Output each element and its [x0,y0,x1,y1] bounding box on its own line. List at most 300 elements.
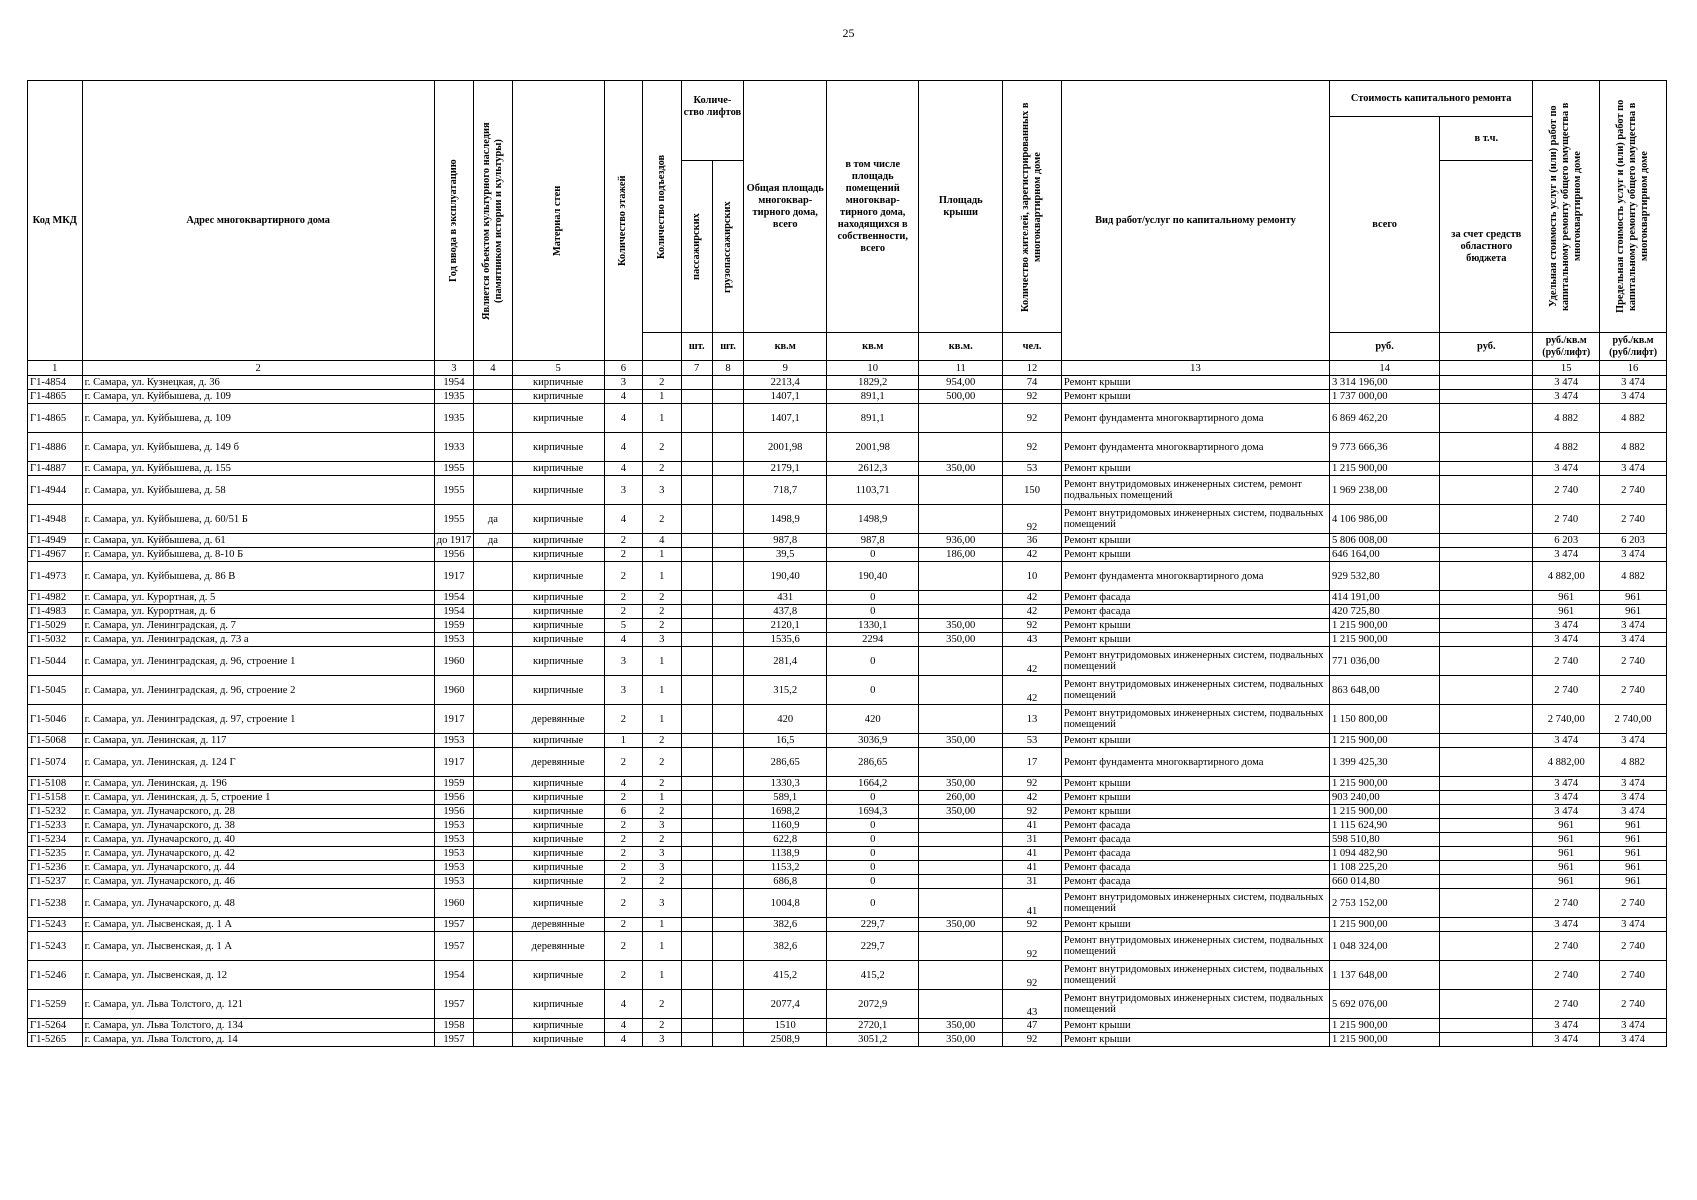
row-work-type: Ремонт внутридомовых инженерных систем, подвальных помещений [1061,647,1329,676]
row-address: г. Самара, ул. Куйбышева, д. 155 [82,462,434,476]
row-year: 1917 [434,705,473,734]
row-unit-cost: 3 474 [1533,1033,1600,1047]
row-total-area: 718,7 [744,476,827,505]
row-owned-area: 1498,9 [827,505,919,534]
row-heritage [474,819,512,833]
row-code: Г1-5264 [28,1019,83,1033]
row-max-cost: 3 474 [1600,1019,1667,1033]
row-residents: 42 [1003,647,1062,676]
capital-repair-table [27,80,1667,1047]
table-row [28,676,1667,705]
row-lifts-cargo [712,376,743,390]
row-regional-budget [1440,777,1533,791]
row-owned-area: 891,1 [827,404,919,433]
row-year: 1953 [434,734,473,748]
row-year: 1960 [434,889,473,918]
row-year: 1959 [434,619,473,633]
row-lifts-pass [681,534,712,548]
row-address: г. Самара, ул. Курортная, д. 5 [82,591,434,605]
row-entrances: 3 [643,861,681,875]
table-row [28,1033,1667,1047]
column-number: 3 [434,361,473,376]
row-heritage [474,875,512,889]
row-roof-area: 350,00 [919,734,1003,748]
row-roof-area [919,861,1003,875]
row-heritage [474,748,512,777]
row-unit-cost: 2 740 [1533,647,1600,676]
table-row [28,591,1667,605]
row-address: г. Самара, ул. Луначарского, д. 44 [82,861,434,875]
table-row [28,805,1667,819]
row-wall-material: кирпичные [512,633,604,647]
row-code: Г1-5234 [28,833,83,847]
row-max-cost: 2 740 [1600,932,1667,961]
row-max-cost: 3 474 [1600,777,1667,791]
row-heritage [474,1033,512,1047]
row-year: 1953 [434,847,473,861]
row-work-type: Ремонт внутридомовых инженерных систем, подвальных помещений [1061,676,1329,705]
row-address: г. Самара, ул. Куйбышева, д. 109 [82,404,434,433]
row-lifts-cargo [712,619,743,633]
row-entrances: 2 [643,433,681,462]
row-work-type: Ремонт внутридомовых инженерных систем, подвальных помещений [1061,990,1329,1019]
row-regional-budget [1440,833,1533,847]
row-heritage [474,990,512,1019]
row-floors: 5 [604,619,642,633]
row-unit-cost: 4 882 [1533,433,1600,462]
row-floors: 4 [604,990,642,1019]
row-wall-material: кирпичные [512,433,604,462]
row-regional-budget [1440,961,1533,990]
row-regional-budget [1440,705,1533,734]
row-work-type: Ремонт крыши [1061,918,1329,932]
header-unit-cost: Удельная стоимость услуг и (или) работ по капитальному ремонту общего имущества в многоквартирном доме [1548,102,1584,311]
row-total-area: 2179,1 [744,462,827,476]
row-roof-area: 500,00 [919,390,1003,404]
row-residents: 42 [1003,548,1062,562]
row-lifts-pass [681,833,712,847]
row-floors: 2 [604,861,642,875]
row-unit-cost: 2 740 [1533,990,1600,1019]
row-year: 1954 [434,961,473,990]
row-cost-total: 4 106 986,00 [1329,505,1439,534]
row-total-area: 1535,6 [744,633,827,647]
table-row [28,633,1667,647]
row-regional-budget [1440,548,1533,562]
row-code: Г1-5259 [28,990,83,1019]
row-regional-budget [1440,390,1533,404]
row-regional-budget [1440,875,1533,889]
row-max-cost: 2 740 [1600,647,1667,676]
row-entrances: 1 [643,548,681,562]
row-regional-budget [1440,462,1533,476]
unit-lifts-pass: шт. [681,333,712,361]
row-total-area: 1160,9 [744,819,827,833]
row-entrances: 2 [643,1019,681,1033]
row-heritage [474,476,512,505]
row-code: Г1-5235 [28,847,83,861]
row-heritage [474,777,512,791]
header-cost-total: всего [1329,117,1439,333]
row-roof-area: 350,00 [919,633,1003,647]
row-owned-area: 1694,3 [827,805,919,819]
header-entrances: Количество подъездов [655,154,667,259]
row-unit-cost: 2 740 [1533,476,1600,505]
row-year: 1960 [434,676,473,705]
row-residents: 42 [1003,676,1062,705]
row-roof-area: 350,00 [919,777,1003,791]
column-number [643,361,681,376]
row-owned-area: 0 [827,819,919,833]
row-code: Г1-4854 [28,376,83,390]
row-total-area: 420 [744,705,827,734]
row-lifts-pass [681,932,712,961]
header-cost: Стоимость капитального ремонта [1329,81,1532,117]
row-cost-total: 1 137 648,00 [1329,961,1439,990]
row-owned-area: 2001,98 [827,433,919,462]
row-unit-cost: 2 740 [1533,505,1600,534]
row-lifts-pass [681,1033,712,1047]
row-wall-material: кирпичные [512,676,604,705]
column-number: 12 [1003,361,1062,376]
row-lifts-pass [681,676,712,705]
row-residents: 92 [1003,619,1062,633]
row-max-cost: 2 740 [1600,990,1667,1019]
row-lifts-pass [681,633,712,647]
row-regional-budget [1440,748,1533,777]
row-work-type: Ремонт внутридомовых инженерных систем, подвальных помещений [1061,889,1329,918]
row-lifts-pass [681,791,712,805]
row-cost-total: 6 869 462,20 [1329,404,1439,433]
row-floors: 2 [604,961,642,990]
row-lifts-cargo [712,961,743,990]
row-code: Г1-4949 [28,534,83,548]
row-residents: 92 [1003,805,1062,819]
row-lifts-cargo [712,633,743,647]
row-residents: 92 [1003,1033,1062,1047]
row-lifts-cargo [712,791,743,805]
row-cost-total: 1 215 900,00 [1329,1019,1439,1033]
row-roof-area [919,875,1003,889]
row-max-cost: 2 740 [1600,476,1667,505]
row-floors: 4 [604,633,642,647]
row-residents: 47 [1003,1019,1062,1033]
row-total-area: 2077,4 [744,990,827,1019]
row-year: 1953 [434,819,473,833]
row-lifts-cargo [712,390,743,404]
row-wall-material: деревянные [512,748,604,777]
row-lifts-pass [681,861,712,875]
row-roof-area: 350,00 [919,918,1003,932]
row-max-cost: 6 203 [1600,534,1667,548]
row-unit-cost: 961 [1533,591,1600,605]
row-address: г. Самара, ул. Ленинская, д. 5, строение 1 [82,791,434,805]
row-lifts-cargo [712,534,743,548]
row-work-type: Ремонт крыши [1061,619,1329,633]
table-row [28,961,1667,990]
row-entrances: 1 [643,562,681,591]
row-roof-area [919,476,1003,505]
row-work-type: Ремонт крыши [1061,633,1329,647]
row-work-type: Ремонт фасада [1061,591,1329,605]
row-wall-material: кирпичные [512,990,604,1019]
row-year: 1935 [434,390,473,404]
row-cost-total: 660 014,80 [1329,875,1439,889]
row-cost-total: 1 399 425,30 [1329,748,1439,777]
row-heritage [474,847,512,861]
row-roof-area: 350,00 [919,1033,1003,1047]
row-heritage [474,647,512,676]
row-year: 1958 [434,1019,473,1033]
row-entrances: 3 [643,819,681,833]
row-roof-area [919,433,1003,462]
header-max-cost: Предельная стоимость услуг и (или) работ по капитальному ремонту общего имущества в многоквартирном доме [1615,99,1651,314]
row-floors: 4 [604,433,642,462]
row-unit-cost: 3 474 [1533,918,1600,932]
row-unit-cost: 961 [1533,861,1600,875]
header-address: Адрес многоквартирного дома [82,81,434,361]
row-total-area: 1698,2 [744,805,827,819]
row-wall-material: кирпичные [512,833,604,847]
row-entrances: 1 [643,961,681,990]
row-roof-area [919,705,1003,734]
header-heritage: Является объектом культурного наследия (памятником истории и культуры) [480,121,504,320]
row-cost-total: 5 692 076,00 [1329,990,1439,1019]
row-floors: 6 [604,805,642,819]
row-cost-total: 1 048 324,00 [1329,932,1439,961]
row-residents: 41 [1003,861,1062,875]
row-max-cost: 2 740 [1600,505,1667,534]
row-residents: 13 [1003,705,1062,734]
row-owned-area: 420 [827,705,919,734]
row-total-area: 2508,9 [744,1033,827,1047]
row-owned-area: 0 [827,647,919,676]
row-roof-area: 350,00 [919,619,1003,633]
row-code: Г1-4983 [28,605,83,619]
row-floors: 2 [604,534,642,548]
row-year: 1954 [434,376,473,390]
header-code: Код МКД [28,81,83,361]
row-unit-cost: 2 740 [1533,961,1600,990]
row-address: г. Самара, ул. Куйбышева, д. 109 [82,390,434,404]
row-lifts-cargo [712,861,743,875]
row-lifts-cargo [712,605,743,619]
row-year: 1917 [434,748,473,777]
row-address: г. Самара, ул. Ленинская, д. 124 Г [82,748,434,777]
column-number: 1 [28,361,83,376]
row-address: г. Самара, ул. Ленинградская, д. 96, строение 1 [82,647,434,676]
row-unit-cost: 3 474 [1533,376,1600,390]
row-heritage [474,734,512,748]
row-year: 1935 [434,404,473,433]
row-owned-area: 2294 [827,633,919,647]
row-lifts-pass [681,748,712,777]
row-lifts-cargo [712,833,743,847]
unit-max-cost: руб./кв.м (руб/лифт) [1600,333,1667,361]
row-unit-cost: 4 882,00 [1533,562,1600,591]
row-regional-budget [1440,647,1533,676]
row-work-type: Ремонт фасада [1061,819,1329,833]
row-work-type: Ремонт фасада [1061,833,1329,847]
header-residents: Количество жителей, зарегистрированных в многоквартирном доме [1020,101,1044,312]
row-wall-material: кирпичные [512,476,604,505]
row-wall-material: кирпичные [512,875,604,889]
table-row [28,619,1667,633]
row-lifts-cargo [712,1019,743,1033]
row-address: г. Самара, ул. Ленинградская, д. 73 а [82,633,434,647]
row-owned-area: 1664,2 [827,777,919,791]
row-entrances: 1 [643,705,681,734]
row-roof-area [919,847,1003,861]
table-row [28,918,1667,932]
row-work-type: Ремонт фасада [1061,847,1329,861]
row-work-type: Ремонт фундамента многоквартирного дома [1061,748,1329,777]
table-row [28,562,1667,591]
row-wall-material: кирпичные [512,1019,604,1033]
row-cost-total: 1 108 225,20 [1329,861,1439,875]
row-work-type: Ремонт фасада [1061,605,1329,619]
row-owned-area: 1829,2 [827,376,919,390]
row-wall-material: кирпичные [512,847,604,861]
table-row [28,889,1667,918]
row-lifts-cargo [712,591,743,605]
row-unit-cost: 961 [1533,875,1600,889]
table-row [28,548,1667,562]
column-number: 8 [712,361,743,376]
row-year: 1960 [434,647,473,676]
row-unit-cost: 3 474 [1533,777,1600,791]
row-total-area: 286,65 [744,748,827,777]
row-heritage [474,805,512,819]
table-row [28,748,1667,777]
row-total-area: 437,8 [744,605,827,619]
row-floors: 3 [604,647,642,676]
row-lifts-pass [681,505,712,534]
row-total-area: 1407,1 [744,390,827,404]
row-heritage [474,676,512,705]
row-max-cost: 2 740,00 [1600,705,1667,734]
row-wall-material: кирпичные [512,647,604,676]
row-regional-budget [1440,591,1533,605]
row-wall-material: кирпичные [512,548,604,562]
row-code: Г1-5068 [28,734,83,748]
row-entrances: 2 [643,619,681,633]
row-residents: 31 [1003,833,1062,847]
column-number: 2 [82,361,434,376]
row-address: г. Самара, ул. Льва Толстого, д. 121 [82,990,434,1019]
row-lifts-pass [681,777,712,791]
row-wall-material: кирпичные [512,562,604,591]
row-total-area: 1498,9 [744,505,827,534]
row-address: г. Самара, ул. Куйбышева, д. 149 б [82,433,434,462]
row-address: г. Самара, ул. Луначарского, д. 38 [82,819,434,833]
row-floors: 4 [604,1033,642,1047]
row-max-cost: 3 474 [1600,1033,1667,1047]
row-year: 1959 [434,777,473,791]
row-wall-material: кирпичные [512,1033,604,1047]
row-unit-cost: 3 474 [1533,734,1600,748]
row-wall-material: кирпичные [512,404,604,433]
row-unit-cost: 3 474 [1533,390,1600,404]
row-lifts-cargo [712,647,743,676]
row-entrances: 1 [643,404,681,433]
row-owned-area: 0 [827,833,919,847]
row-roof-area [919,833,1003,847]
row-work-type: Ремонт фундамента многоквартирного дома [1061,562,1329,591]
row-code: Г1-5233 [28,819,83,833]
row-cost-total: 1 215 900,00 [1329,633,1439,647]
row-cost-total: 1 150 800,00 [1329,705,1439,734]
row-floors: 2 [604,591,642,605]
row-lifts-cargo [712,777,743,791]
row-heritage [474,433,512,462]
row-lifts-pass [681,734,712,748]
row-cost-total: 3 314 196,00 [1329,376,1439,390]
row-year: до 1917 [434,534,473,548]
row-max-cost: 961 [1600,861,1667,875]
row-lifts-pass [681,605,712,619]
row-code: Г1-4982 [28,591,83,605]
row-owned-area: 3051,2 [827,1033,919,1047]
table-row [28,433,1667,462]
row-entrances: 3 [643,889,681,918]
row-regional-budget [1440,734,1533,748]
row-entrances: 1 [643,647,681,676]
row-cost-total: 1 969 238,00 [1329,476,1439,505]
row-lifts-cargo [712,1033,743,1047]
row-address: г. Самара, ул. Курортная, д. 6 [82,605,434,619]
row-residents: 92 [1003,918,1062,932]
row-code: Г1-5158 [28,791,83,805]
row-owned-area: 229,7 [827,932,919,961]
row-unit-cost: 961 [1533,819,1600,833]
row-unit-cost: 2 740 [1533,932,1600,961]
row-regional-budget [1440,819,1533,833]
row-work-type: Ремонт крыши [1061,462,1329,476]
row-year: 1957 [434,932,473,961]
row-wall-material: кирпичные [512,805,604,819]
row-cost-total: 1 215 900,00 [1329,805,1439,819]
column-number: 14 [1329,361,1439,376]
table-row [28,376,1667,390]
row-regional-budget [1440,990,1533,1019]
row-floors: 4 [604,390,642,404]
row-floors: 4 [604,462,642,476]
row-address: г. Самара, ул. Ленинградская, д. 96, строение 2 [82,676,434,705]
row-lifts-pass [681,619,712,633]
table-row [28,390,1667,404]
row-max-cost: 3 474 [1600,734,1667,748]
table-row [28,605,1667,619]
row-unit-cost: 3 474 [1533,462,1600,476]
row-year: 1957 [434,990,473,1019]
row-year: 1955 [434,505,473,534]
table-row [28,819,1667,833]
unit-total-area: кв.м [744,333,827,361]
table-row [28,462,1667,476]
column-number: 4 [474,361,512,376]
row-max-cost: 3 474 [1600,548,1667,562]
row-work-type: Ремонт крыши [1061,548,1329,562]
row-address: г. Самара, ул. Куйбышева, д. 86 В [82,562,434,591]
row-regional-budget [1440,932,1533,961]
row-entrances: 2 [643,990,681,1019]
row-wall-material: кирпичные [512,390,604,404]
row-cost-total: 929 532,80 [1329,562,1439,591]
row-cost-total: 771 036,00 [1329,647,1439,676]
row-unit-cost: 3 474 [1533,805,1600,819]
row-lifts-cargo [712,676,743,705]
